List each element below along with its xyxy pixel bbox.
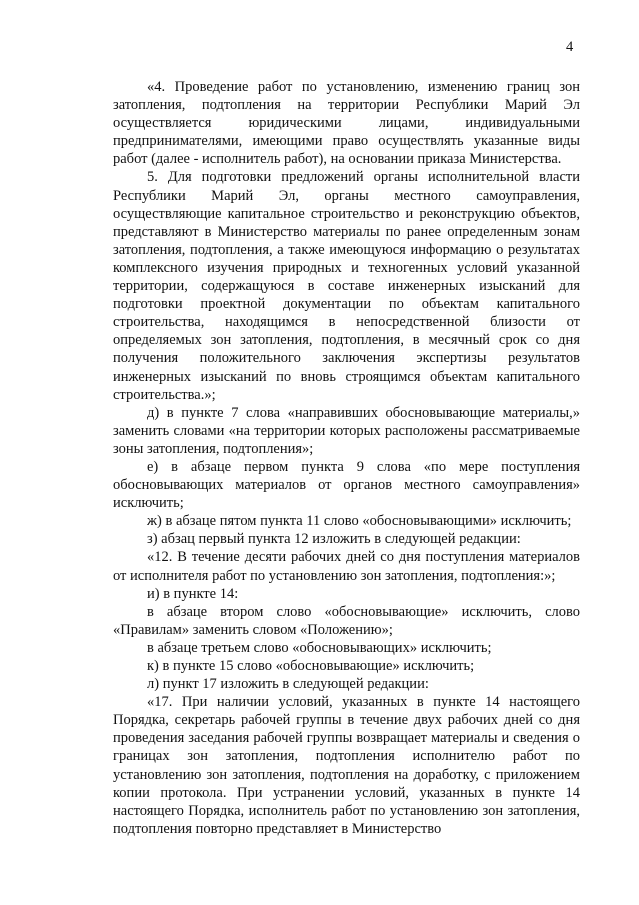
paragraph-subitem-i: и) в пункте 14:: [147, 585, 239, 602]
paragraph-item-12: «12. В течение десяти рабочих дней со дня поступления материалов от исполнителя работ по установлению зон затопления, подтопления:»;: [113, 549, 580, 584]
page-number: 4: [566, 39, 574, 55]
paragraph-item-17: «17. При наличии условий, указанных в пункте 14 настоящего Порядка, секретарь рабочей группы в течение двух рабочих дней со дня проведения заседания рабочей группы возвращает материалы и сведения о границах зон затопления, подтопления исполнителю работ по установлению зон затопления, подтопления на доработку, с приложением копии протокола. При устранении условий, указанных в пункте 14 настоящего Порядка, исполнитель работ по установлению зон затопления, подтопления повторно представляет в Министерство: [113, 694, 580, 837]
paragraph-subitem-z: з) абзац первый пункта 12 изложить в следующей редакции:: [147, 531, 521, 548]
paragraph-subitem-k: к) в пункте 15 слово «обосновывающие» исключить;: [147, 658, 475, 674]
paragraph-abzac-3: в абзаце третьем слово «обосновывающих» исключить;: [147, 639, 492, 656]
paragraph-abzac-2: в абзаце втором слово «обосновывающие» исключить, слово «Правилам» заменить словом «Положению»;: [113, 603, 580, 638]
paragraph-item-5: 5. Для подготовки предложений органы исполнительной власти Республики Марий Эл, органы местного самоуправления, осуществляющие капитальное строительство и реконструкцию объектов, представляют в Министерство материалы по ранее определенным зонам затопления, подтопления, а также имеющуюся информацию о результатах комплексного изучения природных и техногенных условий указанной территории, содержащуюся в составе инженерных изысканий для подготовки проектной документации по объектам капитального строительства, находящимся в непосредственной близости от определяемых зон затопления, подтопления, в месячный срок со дня получения положительного заключения экспертизы результатов инженерных изысканий по вновь строящимся объектам капитального строительства.»;: [113, 169, 580, 403]
document-body: [113, 78, 580, 838]
paragraph-subitem-d: д) в пункте 7 слова «направивших обосновывающие материалы,» заменить словами «на территории которых расположены рассматриваемые зоны затопления, подтопления»;: [113, 404, 580, 457]
paragraph-subitem-e: е) в абзаце первом пункта 9 слова «по мере поступления обосновывающих материалов от органов местного самоуправления» исключить;: [113, 458, 580, 512]
paragraph-item-4: «4. Проведение работ по установлению, изменению границ зон затопления, подтопления на территории Республики Марий Эл осуществляется юридическими лицами, индивидуальными предпринимателями, имеющими право осуществлять указанные виды работ (далее - исполнитель работ), на основании приказа Министерства.: [113, 79, 580, 168]
paragraph-subitem-zh: ж) в абзаце пятом пункта 11 слово «обосновывающими» исключить;: [147, 513, 572, 530]
paragraph-subitem-l: л) пункт 17 изложить в следующей редакции:: [147, 676, 429, 693]
